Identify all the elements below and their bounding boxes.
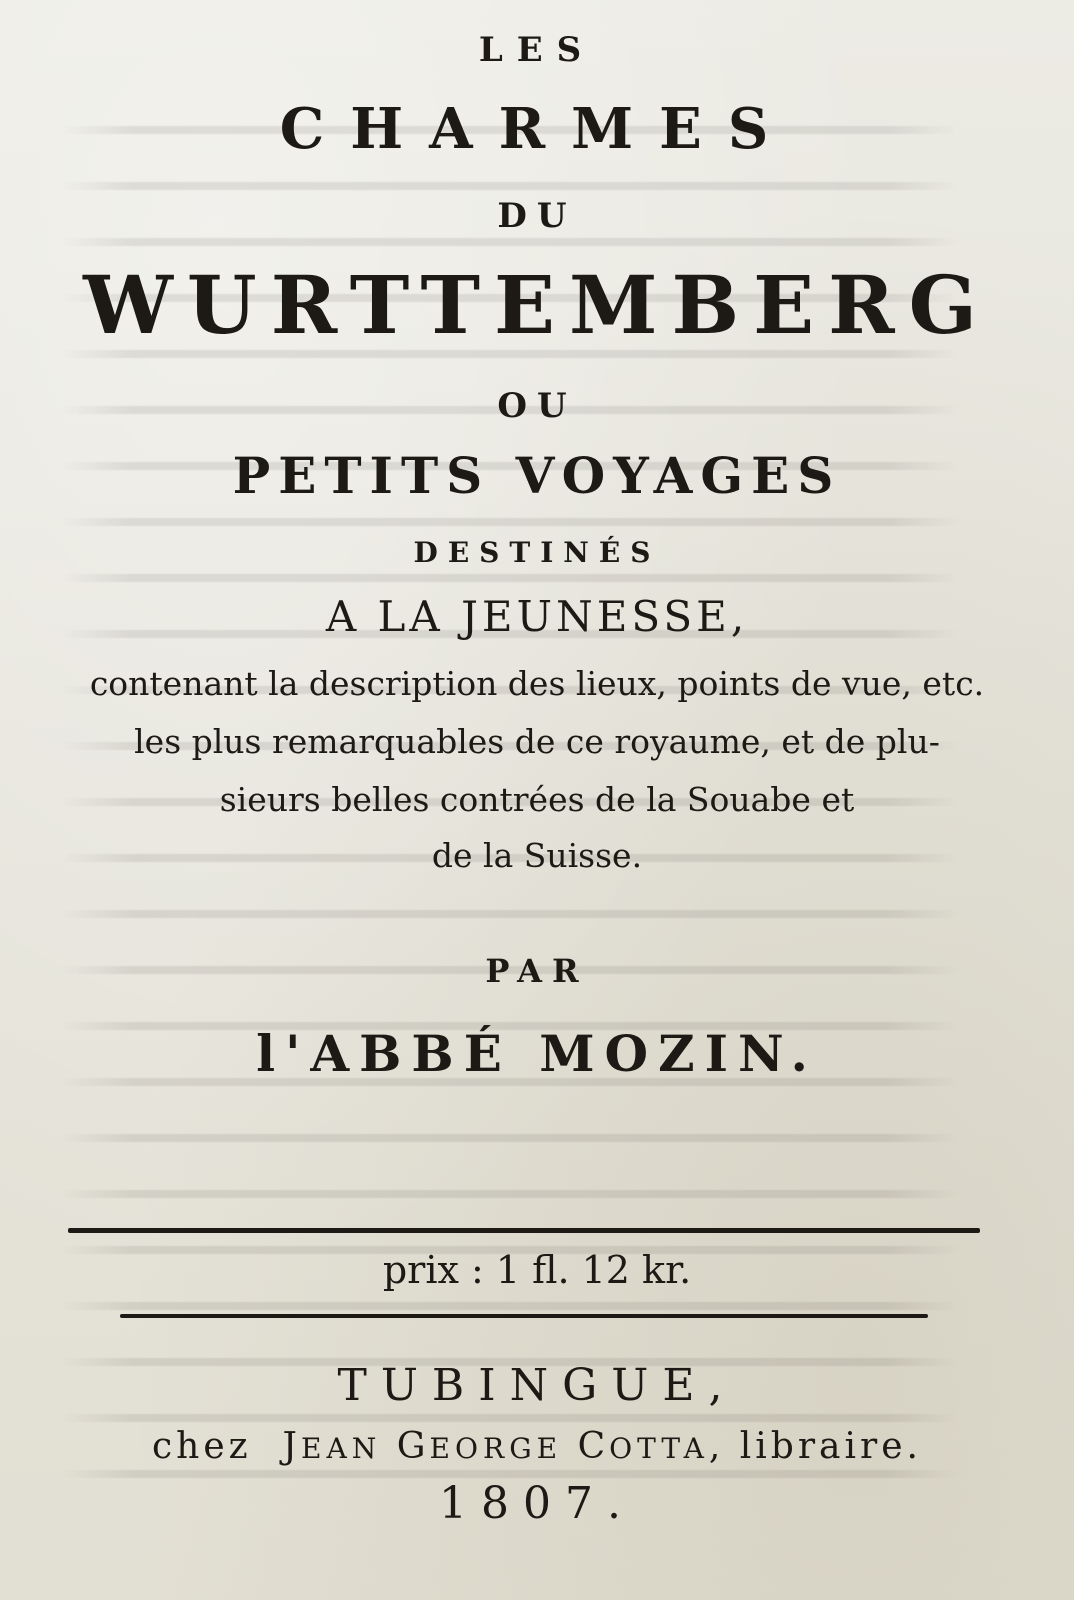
rule-top <box>68 1228 980 1233</box>
publisher-smallcaps: OTTA <box>609 1432 709 1465</box>
title-les: LES <box>478 30 596 70</box>
description-line: contenant la description des lieux, points de vue, etc. <box>89 664 985 703</box>
publisher-name <box>267 1426 709 1467</box>
title-du: DU <box>497 196 577 236</box>
imprint-city: TUBINGUE, <box>337 1360 737 1411</box>
imprint-year: 1807. <box>439 1478 635 1529</box>
subtitle-destines: DESTINÉS <box>413 536 661 569</box>
publisher-suffix: , libraire. <box>708 1426 922 1467</box>
title-ou: OU <box>497 386 577 426</box>
by-line-par: PAR <box>485 952 589 990</box>
title-wurttemberg: WURTTEMBERG <box>83 258 991 352</box>
description-line: de la Suisse. <box>431 836 643 875</box>
subtitle-petits-voyages: PETITS VOYAGES <box>232 446 842 505</box>
price: prix : 1 fl. 12 kr. <box>382 1248 692 1292</box>
title-charmes: CHARMES <box>279 96 795 162</box>
publisher-initial: J <box>282 1426 301 1467</box>
publisher-initial: C <box>577 1426 610 1467</box>
publisher-prefix: chez <box>152 1426 252 1467</box>
publisher-smallcaps: EAN <box>300 1432 382 1465</box>
rule-bottom <box>120 1314 928 1318</box>
imprint-publisher <box>0 1426 1074 1467</box>
author-name: l'ABBÉ MOZIN. <box>256 1024 818 1083</box>
publisher-smallcaps: EORGE <box>429 1432 563 1465</box>
description-line: sieurs belles contrées de la Souabe et <box>219 780 855 819</box>
description-line: les plus remarquables de ce royaume, et de plu- <box>134 722 940 761</box>
subtitle-jeunesse: A LA JEUNESSE, <box>325 592 749 641</box>
publisher-initial: G <box>396 1426 430 1467</box>
